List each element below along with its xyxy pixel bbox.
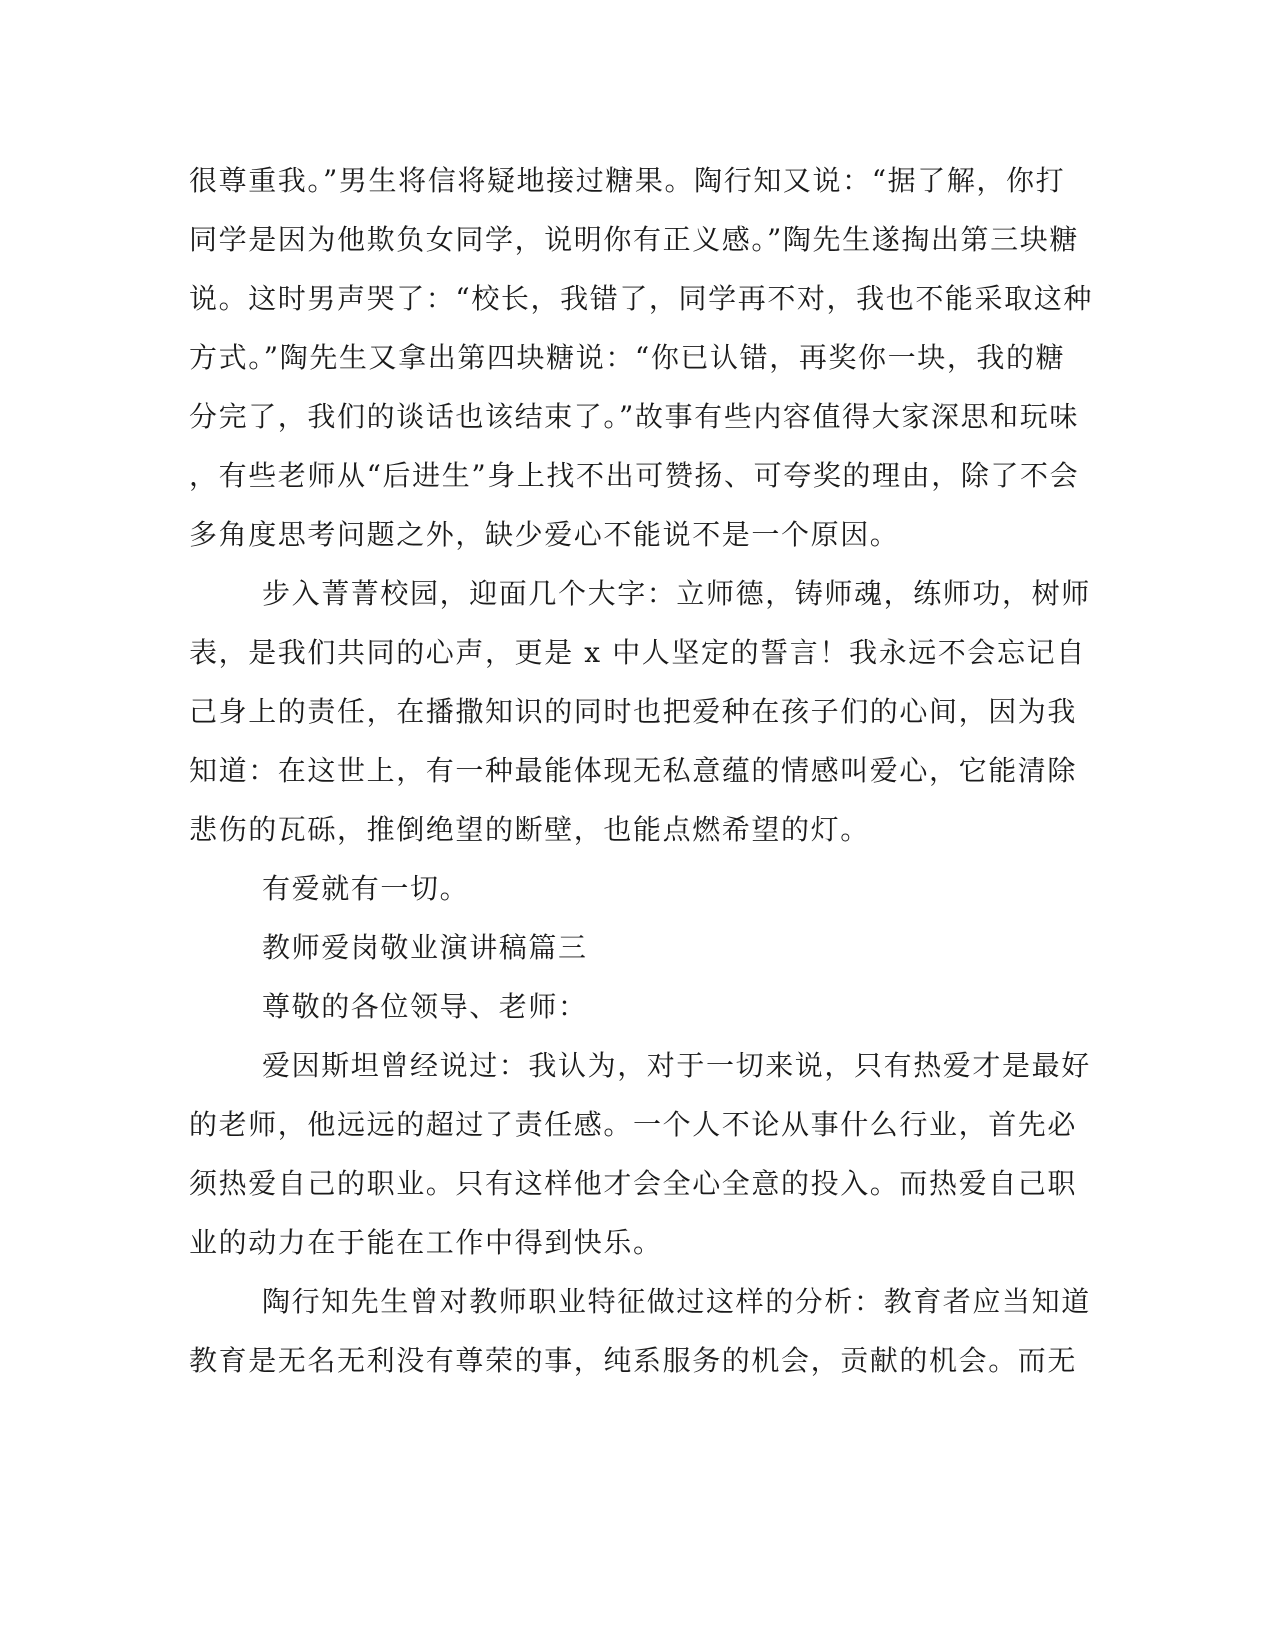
text-line: 说。这时男声哭了：“校长，我错了，同学再不对，我也不能采取这种 <box>189 282 1093 315</box>
text-line: 己身上的责任，在播撒知识的同时也把爱种在孩子们的心间，因为我 <box>189 695 1078 728</box>
section-heading: 教师爱岗敬业演讲稿篇三 <box>262 931 588 964</box>
text-line: 多角度思考问题之外，缺少爱心不能说不是一个原因。 <box>189 518 900 551</box>
paragraph-start-line: 爱因斯坦曾经说过：我认为，对于一切来说，只有热爱才是最好 <box>262 1049 1091 1082</box>
text-line: 业的动力在于能在工作中得到快乐。 <box>189 1226 663 1259</box>
text-line: ，有些老师从“后进生”身上找不出可赞扬、可夸奖的理由，除了不会 <box>189 459 1080 492</box>
text-line: 方式。”陶先生又拿出第四块糖说：“你已认错，再奖你一块，我的糖 <box>189 341 1066 374</box>
text-line: 表，是我们共同的心声，更是 x 中人坚定的誓言！我永远不会忘记自 <box>189 636 1086 669</box>
text-line: 知道：在这世上，有一种最能体现无私意蕴的情感叫爱心，它能清除 <box>189 754 1078 787</box>
paragraph-start-line: 有爱就有一切。 <box>262 872 470 905</box>
text-line: 悲伤的瓦砾，推倒绝望的断壁，也能点燃希望的灯。 <box>189 813 870 846</box>
text-line: 须热爱自己的职业。只有这样他才会全心全意的投入。而热爱自己职 <box>189 1167 1078 1200</box>
text-line: 很尊重我。”男生将信将疑地接过糖果。陶行知又说：“据了解，你打 <box>189 164 1066 197</box>
text-line: 的老师，他远远的超过了责任感。一个人不论从事什么行业，首先必 <box>189 1108 1078 1141</box>
text-line: 同学是因为他欺负女同学，说明你有正义感。”陶先生遂掏出第三块糖 <box>189 223 1079 256</box>
text-line: 教育是无名无利没有尊荣的事，纯系服务的机会，贡献的机会。而无 <box>189 1344 1078 1377</box>
paragraph-start-line: 步入菁菁校园，迎面几个大字：立师德，铸师魂，练师功，树师 <box>262 577 1091 610</box>
paragraph-start-line: 陶行知先生曾对教师职业特征做过这样的分析：教育者应当知道 <box>262 1285 1091 1318</box>
salutation: 尊敬的各位领导、老师： <box>262 990 588 1023</box>
text-line: 分完了，我们的谈话也该结束了。”故事有些内容值得大家深思和玩味 <box>189 400 1079 433</box>
